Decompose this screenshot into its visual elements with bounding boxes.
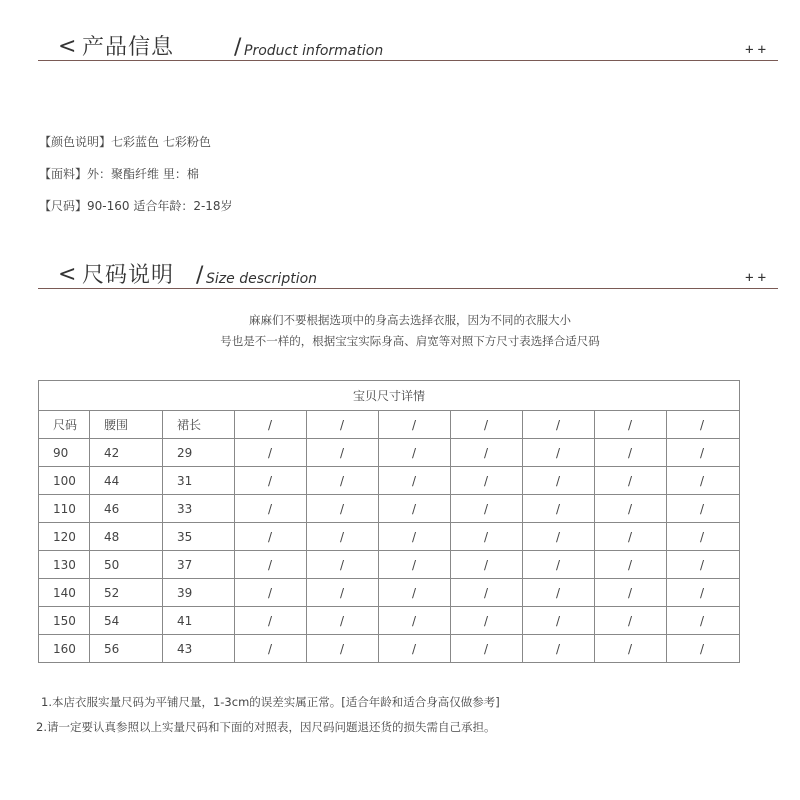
size-description-title-en: Size description (206, 271, 318, 287)
table-header-cell: / (379, 411, 451, 439)
table-cell: / (235, 551, 307, 579)
table-cell: / (451, 495, 523, 523)
table-cell: / (595, 439, 667, 467)
table-header-cell: 腰围 (90, 411, 163, 439)
table-cell: / (451, 551, 523, 579)
table-cell: / (235, 439, 307, 467)
size-note-line2: 号也是不一样的，根据宝宝实际身高、肩宽等对照下方尺寸表选择合适尺码 (220, 334, 600, 348)
table-cell: / (307, 495, 379, 523)
table-header-cell: / (451, 411, 523, 439)
table-cell: / (667, 495, 740, 523)
size-table (38, 380, 740, 663)
table-row (39, 551, 740, 579)
table-cell: / (379, 467, 451, 495)
footnote-2: 2.请一定要认真参照以上实量尺码和下面的对照表，因尺码问题退还货的损失需自己承担。 (36, 720, 496, 734)
table-caption: 宝贝尺寸详情 (39, 381, 740, 411)
table-cell: / (667, 607, 740, 635)
table-header-cell: / (595, 411, 667, 439)
table-row (39, 467, 740, 495)
table-cell: / (379, 635, 451, 663)
table-header-cell: / (667, 411, 740, 439)
table-cell: / (379, 551, 451, 579)
table-cell: 50 (90, 551, 163, 579)
table-row (39, 523, 740, 551)
table-cell: / (307, 523, 379, 551)
table-cell: / (307, 635, 379, 663)
table-cell: 54 (90, 607, 163, 635)
table-header-cell: / (235, 411, 307, 439)
table-cell: / (451, 579, 523, 607)
table-cell: 100 (39, 467, 90, 495)
table-cell: 33 (163, 495, 235, 523)
table-cell: / (667, 523, 740, 551)
table-cell: 140 (39, 579, 90, 607)
product-info-title-cn: 产品信息 (82, 35, 175, 60)
table-cell: / (523, 635, 595, 663)
size-description-header (38, 258, 778, 289)
table-row (39, 635, 740, 663)
product-info-header (38, 30, 778, 61)
table-cell: 110 (39, 495, 90, 523)
table-cell: / (595, 607, 667, 635)
table-cell: / (307, 551, 379, 579)
table-cell: / (379, 439, 451, 467)
chevron-left-icon: < (58, 34, 77, 59)
table-cell: / (451, 523, 523, 551)
table-header-cell: / (307, 411, 379, 439)
table-cell: 52 (90, 579, 163, 607)
size-description-title-cn: 尺码说明 (82, 263, 175, 288)
table-cell: 35 (163, 523, 235, 551)
table-cell: 37 (163, 551, 235, 579)
table-cell: / (523, 523, 595, 551)
table-row (39, 579, 740, 607)
header-slash: / (234, 35, 242, 60)
table-cell: / (379, 523, 451, 551)
table-cell: / (451, 467, 523, 495)
table-cell: / (235, 607, 307, 635)
fabric-description: 【面料】外：聚酯纤维 里：棉 (39, 167, 199, 181)
table-cell: / (523, 439, 595, 467)
product-info-title-en: Product information (244, 43, 384, 59)
table-cell: / (451, 607, 523, 635)
table-cell: / (235, 495, 307, 523)
table-cell: 46 (90, 495, 163, 523)
table-cell: / (595, 467, 667, 495)
table-cell: / (235, 467, 307, 495)
size-note-line1: 麻麻们不要根据选项中的身高去选择衣服，因为不同的衣服大小 (249, 313, 571, 327)
size-range-description: 【尺码】90-160 适合年龄：2-18岁 (39, 199, 233, 213)
table-cell: 48 (90, 523, 163, 551)
table-cell: / (307, 439, 379, 467)
table-cell: 31 (163, 467, 235, 495)
color-description: 【颜色说明】七彩蓝色 七彩粉色 (39, 135, 211, 149)
table-header-cell: 裙长 (163, 411, 235, 439)
table-cell: / (307, 467, 379, 495)
table-cell: / (595, 635, 667, 663)
table-cell: / (379, 607, 451, 635)
table-cell: / (523, 467, 595, 495)
table-cell: 120 (39, 523, 90, 551)
table-cell: / (667, 439, 740, 467)
plus-icon: ++ (745, 270, 770, 286)
table-cell: / (595, 551, 667, 579)
table-row (39, 495, 740, 523)
table-cell: 130 (39, 551, 90, 579)
table-cell: / (523, 551, 595, 579)
table-cell: 56 (90, 635, 163, 663)
table-cell: 150 (39, 607, 90, 635)
table-row (39, 607, 740, 635)
table-cell: 44 (90, 467, 163, 495)
table-cell: / (379, 579, 451, 607)
table-cell: 29 (163, 439, 235, 467)
table-cell: / (595, 579, 667, 607)
table-header-row (39, 411, 740, 439)
table-cell: 90 (39, 439, 90, 467)
table-cell: 39 (163, 579, 235, 607)
table-cell: / (235, 635, 307, 663)
table-cell: / (667, 579, 740, 607)
table-header-cell: / (523, 411, 595, 439)
table-cell: 43 (163, 635, 235, 663)
table-row (39, 439, 740, 467)
table-cell: / (595, 495, 667, 523)
table-cell: / (595, 523, 667, 551)
table-cell: 160 (39, 635, 90, 663)
table-cell: / (667, 467, 740, 495)
header-slash: / (196, 263, 204, 288)
footnote-1: 1.本店衣服实量尺码为平铺尺量，1-3cm的误差实属正常。[适合年龄和适合身高仅做参考] (41, 695, 500, 709)
table-cell: / (307, 579, 379, 607)
table-cell: / (235, 523, 307, 551)
table-cell: / (523, 607, 595, 635)
table-cell: / (379, 495, 451, 523)
table-cell: / (451, 635, 523, 663)
table-cell: / (307, 607, 379, 635)
table-cell: / (235, 579, 307, 607)
table-cell: / (451, 439, 523, 467)
table-cell: 41 (163, 607, 235, 635)
table-cell: / (523, 495, 595, 523)
table-header-cell: 尺码 (39, 411, 90, 439)
plus-icon: ++ (745, 42, 770, 58)
table-cell: 42 (90, 439, 163, 467)
table-cell: / (523, 579, 595, 607)
table-cell: / (667, 551, 740, 579)
table-cell: / (667, 635, 740, 663)
chevron-left-icon: < (58, 262, 77, 287)
